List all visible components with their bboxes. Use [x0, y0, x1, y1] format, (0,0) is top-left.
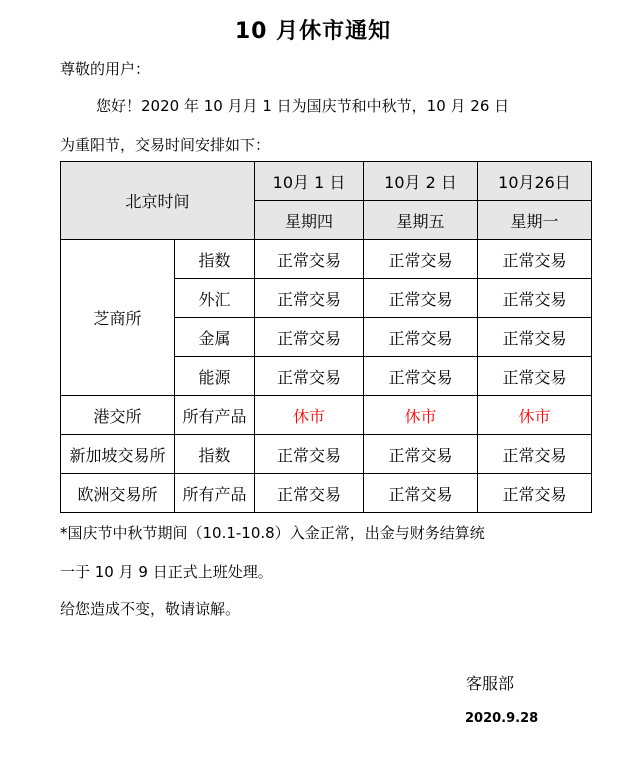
product-cell: 指数 [175, 240, 255, 279]
notice-title: 10 月休市通知 [234, 19, 392, 44]
trading-schedule-table [60, 161, 592, 513]
status-cell: 正常交易 [364, 240, 478, 279]
status-cell: 正常交易 [478, 318, 592, 357]
product-cell: 金属 [175, 318, 255, 357]
status-cell: 正常交易 [364, 318, 478, 357]
date-header: 10月 2 日 [364, 162, 478, 201]
weekday-header: 星期一 [478, 201, 592, 240]
closed-status-cell: 休市 [364, 396, 478, 435]
product-cell: 所有产品 [175, 474, 255, 513]
status-cell: 正常交易 [255, 318, 364, 357]
status-cell: 正常交易 [255, 474, 364, 513]
status-cell: 正常交易 [478, 435, 592, 474]
status-cell: 正常交易 [364, 474, 478, 513]
status-cell: 正常交易 [364, 435, 478, 474]
product-cell: 指数 [175, 435, 255, 474]
corner-header: 北京时间 [61, 162, 255, 240]
signature-department: 客服部 [466, 674, 515, 693]
status-cell: 正常交易 [255, 240, 364, 279]
product-cell: 能源 [175, 357, 255, 396]
weekday-header: 星期五 [364, 201, 478, 240]
intro-line-1: 您好！2020 年 10 月月 1 日为国庆节和中秋节，10 月 26 日 [96, 97, 510, 115]
date-header: 10月 1 日 [255, 162, 364, 201]
status-cell: 正常交易 [255, 435, 364, 474]
note-line-1: *国庆节中秋节期间（10.1-10.8）入金正常，出金与财务结算统 [60, 524, 485, 542]
signature-date: 2020.9.28 [465, 711, 539, 726]
status-cell: 正常交易 [255, 357, 364, 396]
status-cell: 正常交易 [478, 279, 592, 318]
table-row [61, 396, 592, 435]
exchange-cell: 港交所 [61, 396, 175, 435]
product-cell: 外汇 [175, 279, 255, 318]
product-cell: 所有产品 [175, 396, 255, 435]
status-cell: 正常交易 [364, 357, 478, 396]
status-cell: 正常交易 [255, 279, 364, 318]
table-row [61, 240, 592, 279]
table-row [61, 474, 592, 513]
closed-status-cell: 休市 [255, 396, 364, 435]
closed-status-cell: 休市 [478, 396, 592, 435]
status-cell: 正常交易 [364, 279, 478, 318]
status-cell: 正常交易 [478, 240, 592, 279]
exchange-cell: 新加坡交易所 [61, 435, 175, 474]
table-row [61, 435, 592, 474]
note-line-2: 一于 10 月 9 日正式上班处理。 [60, 563, 273, 581]
apology-text: 给您造成不变，敬请谅解。 [60, 600, 241, 618]
status-cell: 正常交易 [478, 474, 592, 513]
date-header: 10月26日 [478, 162, 592, 201]
exchange-cell: 芝商所 [61, 240, 175, 396]
exchange-cell: 欧洲交易所 [61, 474, 175, 513]
status-cell: 正常交易 [478, 357, 592, 396]
greeting: 尊敬的用户： [60, 60, 151, 78]
intro-line-2: 为重阳节，交易时间安排如下： [60, 136, 271, 154]
weekday-header: 星期四 [255, 201, 364, 240]
